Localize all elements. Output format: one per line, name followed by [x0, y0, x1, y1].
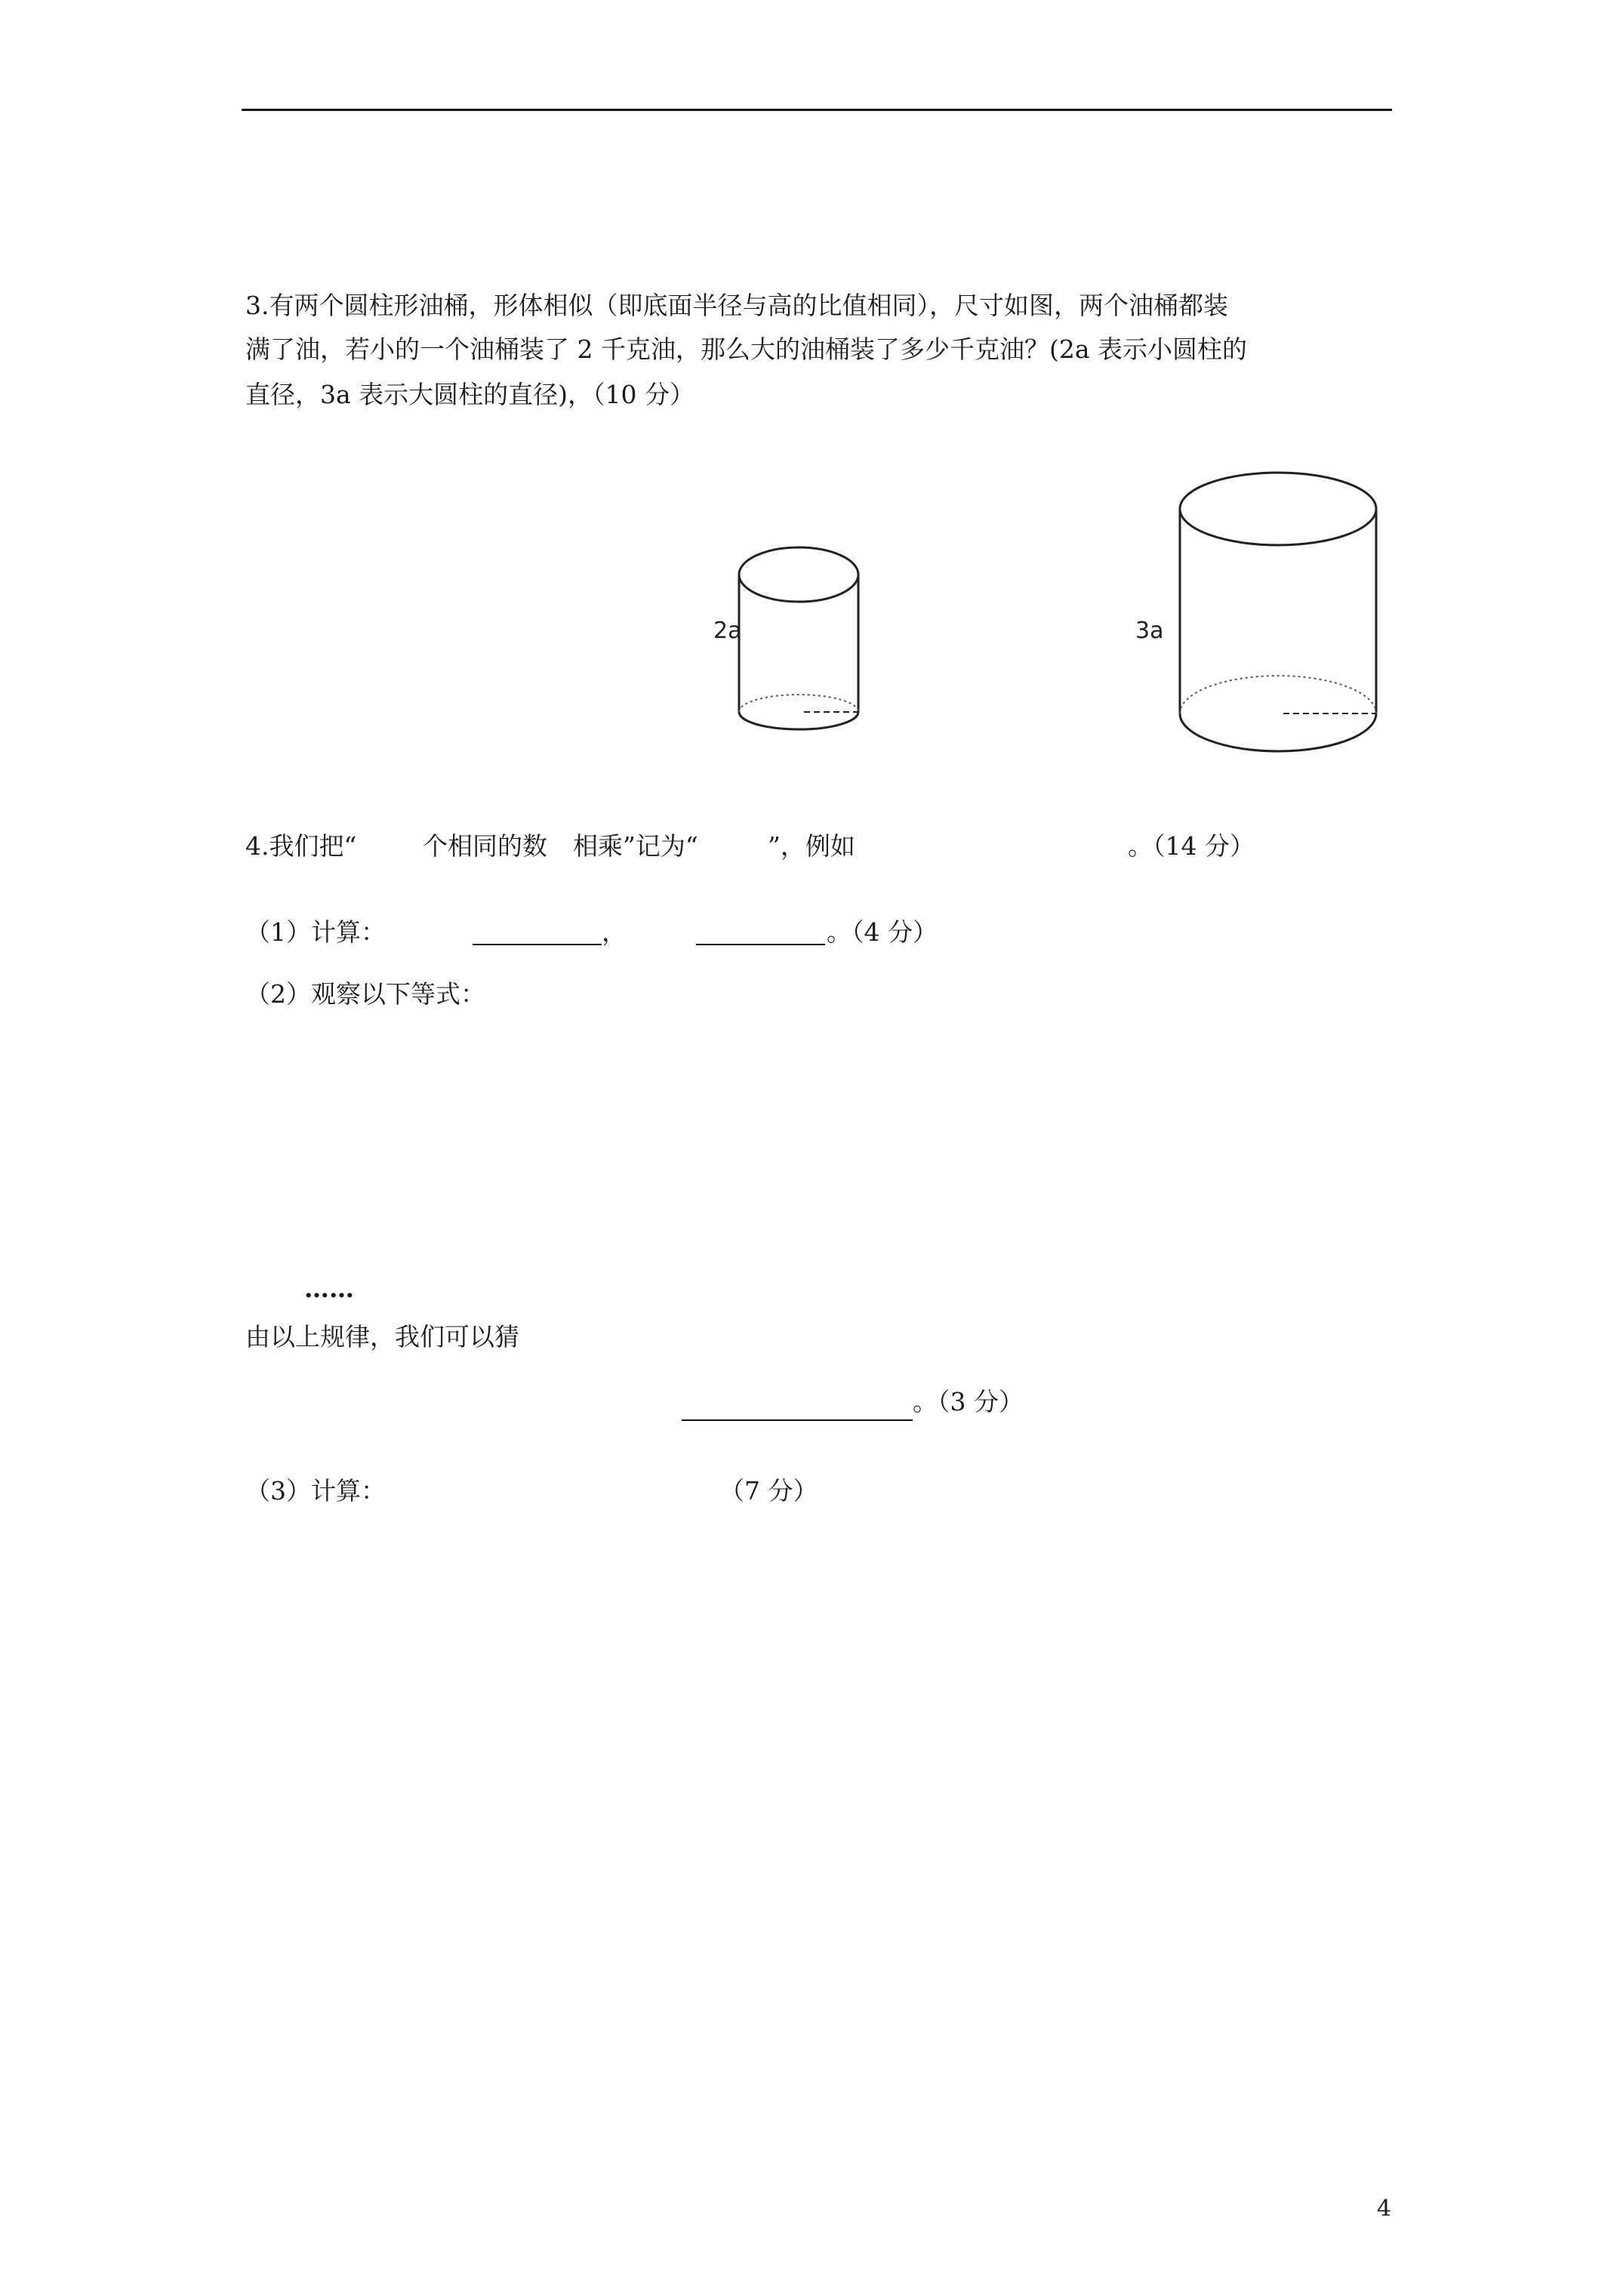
cylinders-figure — [0, 0, 1623, 785]
q4-conclusion: 由以上规律，我们可以猜 — [245, 1322, 519, 1351]
q3-line-2: 满了油，若小的一个油桶装了 2 千克油，那么大的油桶装了多少千克油？(2a 表示小圆柱的 — [245, 334, 1248, 364]
answer-blank-3 — [682, 1419, 913, 1421]
q3-line-1: 3.有两个圆柱形油桶，形体相似（即底面半径与高的比值相同），尺寸如图，两个油桶都装 — [245, 291, 1228, 320]
answer-blank-2 — [696, 944, 825, 945]
q3-line-3: 直径，3a 表示大圆柱的直径)，（10 分） — [245, 380, 695, 409]
q4-stem-d: ”，例如 — [768, 831, 855, 861]
q4-stem-c: 相乘”记为“ — [573, 831, 698, 861]
small-cylinder-label: 2a — [713, 618, 742, 644]
large-cylinder-label: 3a — [1135, 618, 1164, 644]
page-number: 4 — [1377, 2196, 1392, 2222]
q4-stem-e: 。（14 分） — [1128, 831, 1255, 861]
q4-stem-a: 4.我们把“ — [245, 831, 357, 861]
ellipsis: …… — [304, 1274, 354, 1303]
large-cylinder — [1180, 473, 1376, 751]
q4-part1-label: （1）计算： — [245, 917, 386, 947]
answer-blank-1 — [473, 944, 602, 945]
q4-part1-score: 。（4 分） — [827, 917, 938, 947]
small-cylinder — [739, 547, 858, 729]
q4-part2-score: 。（3 分） — [913, 1387, 1024, 1416]
q4-part2-label: （2）观察以下等式： — [245, 979, 485, 1009]
q4-part1-comma: ， — [602, 917, 627, 947]
q4-stem-b: 个相同的数 — [423, 831, 547, 861]
q4-part3-label: （3）计算： — [245, 1476, 386, 1505]
q4-part3-score: （7 分） — [719, 1476, 818, 1505]
